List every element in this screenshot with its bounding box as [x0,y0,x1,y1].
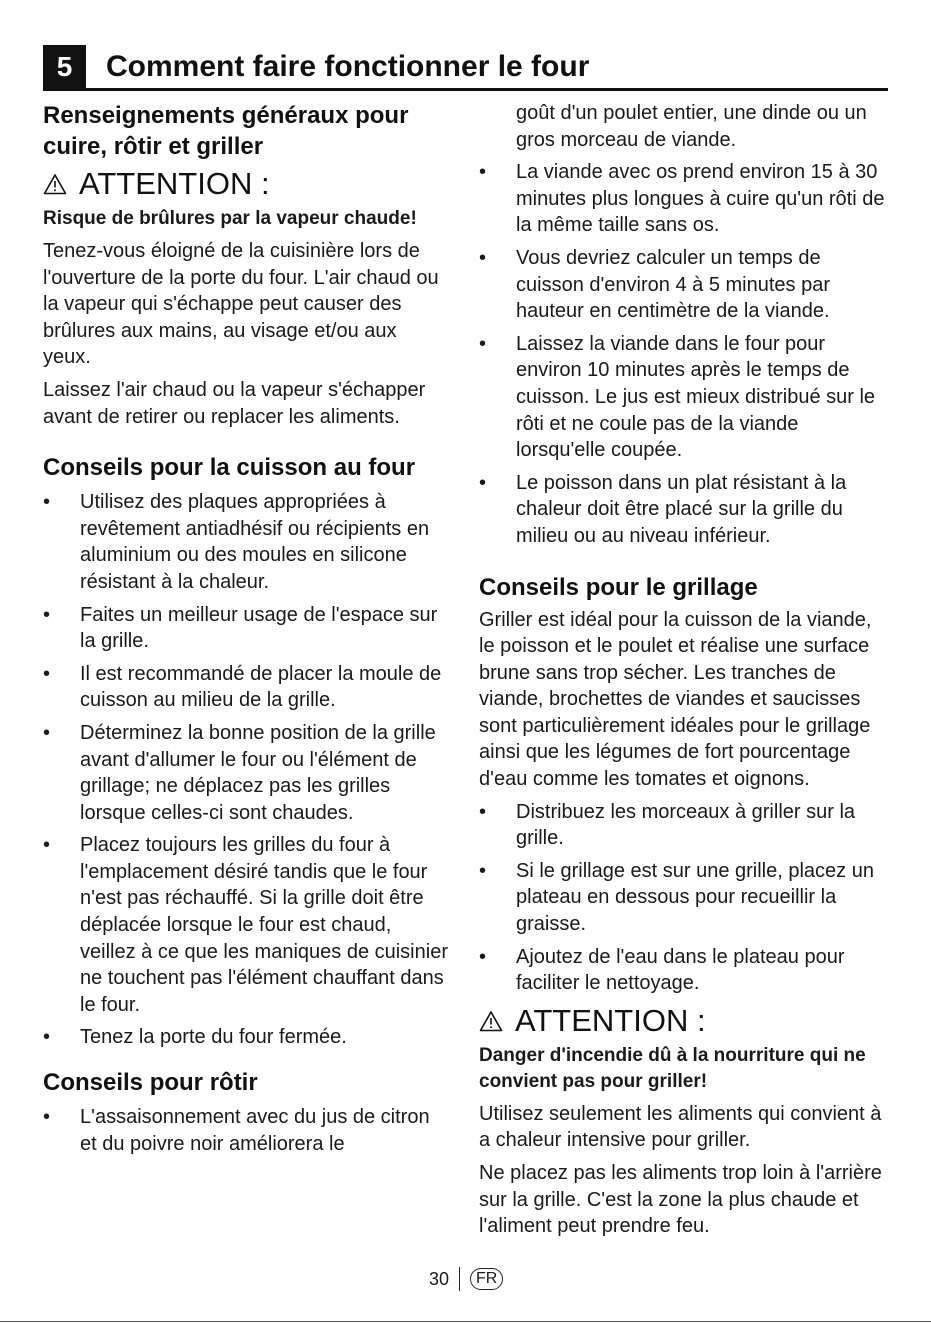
list-item-text: Si le grillage est sur une grille, placez un plateau en dessous pour recueillir la graisse. [516,859,874,936]
bullet-icon: • [479,945,487,968]
list-item [43,1104,448,1157]
paragraph: Tenez-vous éloigné de la cuisinière lors de l'ouverture de la porte du four. L'air chaud ou la vapeur qui s'échappe peut causer des brûlures aux mains, au visage et/ou aux yeux. [43,240,439,369]
header-rule [43,88,888,91]
warning-subtitle: Risque de brûlures par la vapeur chaude! [43,208,417,229]
list-item-text: La viande avec os prend environ 15 à 30 minutes plus longues à cuire qu'un rôti de la même taille sans os. [516,161,885,237]
list-item [479,799,891,852]
paragraph: Ne placez pas les aliments trop loin à l'arrière sur la grille. C'est la zone la plus chaude et l'aliment peut prendre feu. [479,1162,882,1238]
bullet-icon: • [479,161,487,184]
list-item-text: Laissez la viande dans le four pour environ 10 minutes après le temps de cuisson. Le jus est mieux distribué sur le rôti et ne coule pas de la viande lorsqu'elle coupée. [516,332,876,462]
paragraph: Utilisez seulement les aliments qui convient à a chaleur intensive pour griller. [479,1102,882,1152]
list-item [479,331,891,464]
list-item-text: Utilisez des plaques appropriées à revêtement antiadhésif ou récipients en aluminium ou des moules en silicone résistant à la chaleur. [80,491,430,593]
chapter-number: 5 [43,45,86,89]
attention-label: ATTENTION : [79,166,270,201]
list-item-text: goût d'un poulet entier, une dinde ou un gros morceau de viande. [516,102,867,151]
baking-tips-list [43,489,448,1051]
list-item [43,832,448,1018]
chapter-header [43,45,888,91]
list-item-text: Ajoutez de l'eau dans le plateau pour faciliter le nettoyage. [516,945,845,995]
list-item-text: Faites un meilleur usage de l'espace sur la grille. [80,603,438,653]
list-item [43,720,448,826]
right-column [479,100,891,1246]
bullet-icon: • [43,1106,51,1129]
grilling-tips-list [479,799,891,997]
list-item [43,1024,448,1051]
roasting-tips-list-continued [479,100,891,550]
list-item [479,944,891,997]
paragraph: Laissez l'air chaud ou la vapeur s'échapper avant de retirer ou replacer les aliments. [43,378,426,428]
bullet-icon: • [43,721,51,744]
chapter-title: Comment faire fonctionner le four [106,50,590,83]
general-section-title: Renseignements généraux pour cuire, rôtir et griller [43,102,409,160]
bullet-icon: • [43,491,51,514]
list-item [479,245,891,325]
list-item-text: Placez toujours les grilles du four à l'emplacement désiré tandis que le four n'est pas réchauffé. Si la grille doit être déplacée lorsque le four est chaud, veillez à ce que les maniques de cuisinier ne touchent pas l'élément chauffant dans le four. [80,834,448,1016]
page-footer [429,1266,503,1292]
bullet-icon: • [479,246,487,269]
attention-heading [479,1003,891,1039]
baking-section-title: Conseils pour la cuisson au four [43,454,416,482]
bullet-icon: • [479,332,487,355]
language-badge: FR [470,1268,503,1290]
list-item [43,602,448,655]
list-item-text: L'assaisonnement avec du jus de citron et du poivre noir améliorera le [80,1106,430,1155]
roasting-section-title: Conseils pour rôtir [43,1069,258,1097]
bullet-icon: • [43,603,51,626]
list-item [479,858,891,938]
bullet-icon: • [43,662,51,685]
bullet-icon: • [479,471,487,494]
warning-subtitle: Danger d'incendie dû à la nourriture qui ne convient pas pour griller! [479,1044,866,1092]
roasting-tips-list [43,1104,448,1157]
bullet-icon: • [43,1026,51,1049]
list-item-text: Tenez la porte du four fermée. [80,1026,347,1049]
warning-triangle-icon [43,173,67,195]
list-item [43,489,448,595]
list-item [479,470,891,550]
grilling-intro: Griller est idéal pour la cuisson de la viande, le poisson et le poulet et réalise une surface brune sans trop sécher. Les tranches de viande, brochettes de viandes et saucisses sont particulièrement idéales pour le grillage ainsi que les légumes de fort pourcentage d'eau comme les tomates et oignons. [479,608,872,791]
list-item-text: Déterminez la bonne position de la grille avant d'allumer le four ou l'élément de grillage; ne déplacez pas les grilles lorsque celles-ci sont chaudes. [80,721,436,824]
bullet-icon: • [479,859,487,882]
list-item-continuation [479,100,891,153]
list-item-text: Il est recommandé de placer la moule de cuisson au milieu de la grille. [80,662,442,712]
list-item-text: Distribuez les morceaux à griller sur la grille. [516,800,856,850]
attention-heading [43,166,448,202]
grilling-section-title: Conseils pour le grillage [479,573,758,601]
page-number: 30 [429,1268,450,1289]
list-item-text: Vous devriez calculer un temps de cuisson d'environ 4 à 5 minutes par hauteur en centimètre de la viande. [516,246,830,323]
bullet-icon: • [479,800,487,823]
attention-label: ATTENTION : [515,1002,706,1038]
list-item [43,661,448,714]
list-item [479,159,891,239]
warning-triangle-icon [479,1010,503,1032]
list-item-text: Le poisson dans un plat résistant à la chaleur doit être placé sur la grille du milieu ou au niveau inférieur. [516,471,847,547]
bullet-icon: • [43,834,51,857]
bottom-rule [0,1321,931,1322]
footer-divider [459,1267,460,1291]
left-column [43,100,448,1163]
